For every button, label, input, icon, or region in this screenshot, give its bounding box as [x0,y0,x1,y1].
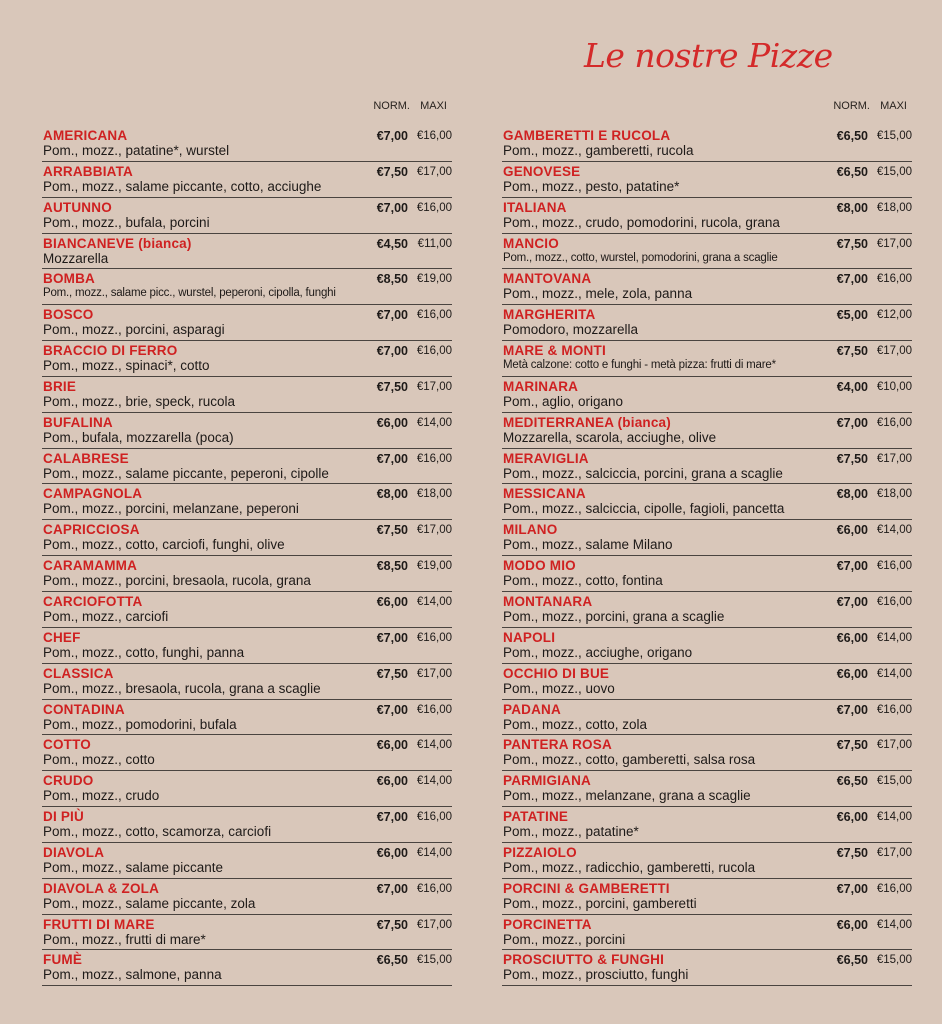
price-maxi: €14,00 [876,631,912,644]
price-norm: €7,00 [376,344,408,359]
pizza-description: Pom., mozz., gamberetti, rucola [503,143,694,158]
price-norm: €7,00 [376,451,408,466]
pizza-name: PROSCIUTTO & FUNGHI [503,952,665,968]
price-maxi: €15,00 [876,130,912,142]
pizza-name: PANTERA ROSA [503,737,612,753]
pizza-description: Pom., mozz., brie, speck, rucola [43,393,236,409]
menu-item [502,162,912,198]
menu-item [42,198,452,234]
price-maxi: €19,00 [416,560,452,573]
pizza-name: CAPRICCIOSA [43,522,140,538]
price-norm: €7,50 [376,917,408,932]
price-maxi: €15,00 [876,954,912,967]
price-norm: €7,50 [836,344,868,359]
pizza-name: BUFALINA [43,414,113,430]
price-maxi: €10,00 [876,380,912,393]
price-maxi: €15,00 [876,165,912,178]
pizza-name: FUMÈ [43,952,83,968]
price-maxi: €16,00 [416,631,452,644]
pizza-name: NAPOLI [503,629,556,645]
price-maxi: €14,00 [416,739,452,752]
price-norm: €4,00 [836,379,868,394]
pizza-description: Pom., mozz., salmone, panna [43,967,222,983]
menu-item [502,771,912,807]
price-maxi: €14,00 [416,595,452,608]
pizza-name: CRUDO [43,773,94,789]
pizza-name: DIAVOLA [43,844,105,860]
price-norm: €7,50 [376,666,408,681]
pizza-description: Pom., mozz., crudo, pomodorini, rucola, grana [503,214,780,230]
pizza-name: FRUTTI DI MARE [43,916,155,932]
pizza-description: Pom., mozz., bufala, porcini [43,214,210,230]
price-maxi: €12,00 [876,309,912,322]
price-maxi: €14,00 [416,846,452,859]
price-norm: €7,50 [376,379,408,394]
menu-column-right [502,96,912,986]
price-maxi: €16,00 [876,595,912,608]
price-header [42,96,452,126]
menu-item [42,700,452,736]
price-maxi: €14,00 [876,811,912,824]
menu-item [502,413,912,449]
menu-item [502,484,912,520]
price-maxi: €14,00 [416,416,452,429]
menu-item [42,234,452,270]
pizza-description: Pom., mozz., salciccia, cipolle, fagioli, pancetta [503,501,785,517]
price-maxi: €14,00 [876,918,912,931]
pizza-description: Pom., mozz., salame piccante, zola [43,895,256,911]
pizza-description: Pom., mozz., cotto [43,752,155,768]
menu-item [42,126,452,162]
menu-item [42,341,452,377]
price-maxi: €14,00 [876,524,912,537]
price-maxi: €17,00 [876,846,912,859]
menu-item [42,879,452,915]
header-maxi: MAXI [420,100,447,112]
pizza-description: Pom., mozz., cotto, funghi, panna [43,644,245,660]
pizza-name: MONTANARA [503,593,593,609]
price-norm: €6,00 [836,810,868,825]
menu-item [502,305,912,341]
header-norm: NORM. [373,100,410,112]
menu-item [502,915,912,951]
pizza-name: BRIE [43,378,77,394]
price-norm: €7,00 [836,559,868,574]
price-norm: €7,00 [376,129,408,143]
menu-item [42,162,452,198]
price-norm: €6,00 [376,845,408,860]
pizza-description: Pom., mozz., salame piccante, peperoni, cipolle [43,465,329,481]
menu-item [42,950,452,986]
pizza-description: Pom., mozz., pomodorini, bufala [43,716,237,732]
menu-item [502,341,912,377]
pizza-description: Pom., mozz., melanzane, grana a scaglie [503,788,751,804]
price-norm: €6,50 [836,164,868,179]
price-norm: €7,50 [836,451,868,466]
pizza-description: Pom., mozz., cotto, carciofi, funghi, olive [43,537,285,553]
menu-item [502,198,912,234]
pizza-description: Pom., mozz., salame piccante, cotto, acciughe [43,178,322,194]
menu-item [502,700,912,736]
pizza-name: CARCIOFOTTA [43,593,143,609]
price-norm: €8,00 [376,487,408,502]
pizza-description: Pom., mozz., cotto, scamorza, carciofi [43,824,272,840]
pizza-name: MARINARA [503,378,579,394]
pizza-name: MEDITERRANEA (bianca) [503,414,671,430]
price-maxi: €18,00 [876,201,912,214]
pizza-description: Pom., mozz., mele, zola, panna [503,286,693,302]
menu-item [502,556,912,592]
price-norm: €7,50 [836,845,868,860]
price-maxi: €17,00 [416,524,452,537]
pizza-name: PORCINETTA [503,916,592,932]
pizza-name: MARGHERITA [503,307,596,323]
menu-item [502,843,912,879]
pizza-name: AMERICANA [43,128,128,143]
menu-item [502,449,912,485]
pizza-name: MARE & MONTI [503,343,606,359]
price-norm: €7,00 [376,810,408,825]
pizza-description: Pom., mozz., salame Milano [503,537,673,553]
pizza-list-right [502,126,912,986]
price-norm: €4,50 [376,236,408,251]
price-maxi: €17,00 [416,667,452,680]
menu-item [42,520,452,556]
price-norm: €6,00 [376,738,408,753]
price-maxi: €18,00 [876,488,912,501]
price-norm: €7,00 [836,594,868,609]
price-maxi: €16,00 [876,882,912,895]
price-maxi: €17,00 [876,739,912,752]
pizza-description: Metà calzone: cotto e funghi - metà pizza: frutti di mare* [503,359,776,372]
pizza-description: Pom., mozz., porcini, gamberetti [503,895,697,911]
pizza-description: Pom., mozz., bresaola, rucola, grana a scaglie [43,680,321,696]
pizza-description: Pom., mozz., cotto, wurstel, pomodorini, grana a scaglie [503,251,778,264]
pizza-name: CARAMAMMA [43,558,138,574]
pizza-name: MANTOVANA [503,271,592,287]
menu-item [42,735,452,771]
menu-item [42,269,452,305]
price-norm: €6,50 [836,129,868,143]
price-maxi: €14,00 [416,775,452,788]
pizza-description: Pom., mozz., porcini, asparagi [43,322,225,338]
price-maxi: €16,00 [416,130,452,142]
menu-item [502,879,912,915]
pizza-description: Pom., mozz., prosciutto, funghi [503,967,689,983]
price-norm: €6,50 [836,774,868,789]
price-maxi: €11,00 [417,237,452,250]
price-norm: €6,00 [836,666,868,681]
menu-item [42,915,452,951]
price-norm: €6,50 [836,953,868,968]
price-norm: €7,50 [836,236,868,251]
menu-item [502,807,912,843]
price-norm: €7,00 [376,881,408,896]
menu-item [42,484,452,520]
pizza-name: BRACCIO DI FERRO [43,343,178,359]
pizza-description: Pom., mozz., cotto, gamberetti, salsa rosa [503,752,756,768]
menu-item [42,592,452,628]
price-maxi: €16,00 [416,452,452,465]
price-maxi: €17,00 [876,237,912,250]
menu-item [42,305,452,341]
price-maxi: €16,00 [876,416,912,429]
pizza-name: PORCINI & GAMBERETTI [503,880,670,896]
price-norm: €6,50 [376,953,408,968]
pizza-description: Pom., mozz., salame picc., wurstel, peperoni, cipolla, funghi [43,287,336,300]
pizza-description: Pom., mozz., patatine*, wurstel [43,143,230,158]
pizza-name: CHEF [43,629,81,645]
price-norm: €7,00 [836,702,868,717]
pizza-name: PATATINE [503,809,569,825]
menu-item [502,664,912,700]
price-norm: €7,00 [836,272,868,287]
pizza-description: Pom., mozz., patatine* [503,824,639,840]
menu-item [502,592,912,628]
menu-item [42,807,452,843]
price-maxi: €15,00 [876,775,912,788]
price-maxi: €17,00 [416,918,452,931]
price-maxi: €18,00 [416,488,452,501]
pizza-description: Pom., mozz., salame piccante [43,859,224,875]
pizza-name: BOSCO [43,307,94,323]
price-maxi: €16,00 [876,560,912,573]
menu-item [42,449,452,485]
pizza-description: Pom., mozz., spinaci*, cotto [43,358,210,374]
pizza-name: PARMIGIANA [503,773,591,789]
pizza-description: Pom., mozz., cotto, zola [503,716,648,732]
pizza-name: CAMPAGNOLA [43,486,143,502]
pizza-description: Pom., mozz., pesto, patatine* [503,178,680,194]
menu-item [502,950,912,986]
pizza-description: Pom., mozz., crudo [43,788,160,804]
price-norm: €8,50 [376,272,408,287]
price-norm: €7,00 [376,702,408,717]
pizza-name: MERAVIGLIA [503,450,589,466]
pizza-description: Pom., bufala, mozzarella (poca) [43,429,234,445]
price-norm: €7,00 [376,308,408,323]
header-maxi: MAXI [880,100,907,112]
price-norm: €6,00 [836,630,868,645]
pizza-name: CALABRESE [43,450,129,466]
pizza-description: Pom., mozz., porcini, grana a scaglie [503,608,725,624]
pizza-name: PADANA [503,701,561,717]
menu-item [502,377,912,413]
pizza-description: Pom., mozz., radicchio, gamberetti, rucola [503,859,756,875]
price-norm: €6,00 [376,774,408,789]
price-norm: €8,50 [376,559,408,574]
pizza-description: Mozzarella [43,250,109,266]
pizza-description: Pom., mozz., porcini [503,931,626,947]
price-maxi: €16,00 [416,703,452,716]
pizza-name: CONTADINA [43,701,125,717]
pizza-name: GENOVESE [503,163,581,179]
pizza-description: Pom., mozz., acciughe, origano [503,644,693,660]
pizza-name: PIZZAIOLO [503,844,577,860]
pizza-name: DI PIÙ [43,809,84,825]
price-norm: €7,00 [376,630,408,645]
pizza-description: Pom., mozz., uovo [503,680,615,696]
pizza-name: AUTUNNO [43,199,112,215]
price-maxi: €17,00 [416,165,452,178]
menu-item [502,628,912,664]
price-maxi: €16,00 [876,703,912,716]
header-norm: NORM. [833,100,870,112]
page-title: Le nostre Pizze [584,36,833,75]
price-norm: €5,00 [836,308,868,323]
pizza-name: BOMBA [43,271,95,287]
pizza-description: Pom., mozz., salciccia, porcini, grana a scaglie [503,465,783,481]
menu-item [502,269,912,305]
price-maxi: €16,00 [416,811,452,824]
pizza-name: MILANO [503,522,558,538]
price-maxi: €16,00 [416,309,452,322]
menu-column-left [42,96,452,986]
price-maxi: €17,00 [876,345,912,358]
pizza-name: CLASSICA [43,665,114,681]
price-norm: €7,00 [836,415,868,430]
pizza-name: MODO MIO [503,558,576,574]
pizza-description: Pomodoro, mozzarella [503,322,639,338]
price-maxi: €16,00 [876,273,912,286]
price-maxi: €16,00 [416,345,452,358]
pizza-list-left [42,126,452,986]
pizza-description: Pom., mozz., carciofi [43,608,169,624]
menu-item [502,234,912,270]
pizza-name: COTTO [43,737,91,753]
pizza-description: Pom., mozz., porcini, bresaola, rucola, grana [43,573,311,589]
pizza-name: ITALIANA [503,199,567,215]
menu-item [42,771,452,807]
pizza-name: MANCIO [503,235,559,251]
pizza-name: BIANCANEVE (bianca) [43,235,192,251]
pizza-description: Mozzarella, scarola, acciughe, olive [503,429,717,445]
price-norm: €6,00 [376,415,408,430]
price-norm: €7,50 [376,164,408,179]
menu-item [502,735,912,771]
price-norm: €6,00 [376,594,408,609]
price-norm: €8,00 [836,200,868,215]
price-maxi: €19,00 [416,273,452,286]
menu-item [42,664,452,700]
menu-item [502,520,912,556]
menu-item [42,843,452,879]
pizza-name: GAMBERETTI E RUCOLA [503,128,671,143]
price-maxi: €16,00 [416,882,452,895]
pizza-name: DIAVOLA & ZOLA [43,880,160,896]
price-norm: €7,00 [836,881,868,896]
price-maxi: €17,00 [876,452,912,465]
price-norm: €7,00 [376,200,408,215]
menu-item [42,377,452,413]
price-maxi: €17,00 [416,380,452,393]
price-norm: €7,50 [376,523,408,538]
price-norm: €7,50 [836,738,868,753]
price-maxi: €15,00 [416,954,452,967]
menu-item [502,126,912,162]
menu-item [42,628,452,664]
pizza-description: Pom., mozz., cotto, fontina [503,573,663,589]
pizza-description: Pom., mozz., porcini, melanzane, peperoni [43,501,299,517]
price-norm: €8,00 [836,487,868,502]
pizza-name: MESSICANA [503,486,586,502]
price-norm: €6,00 [836,523,868,538]
price-norm: €6,00 [836,917,868,932]
menu-item [42,556,452,592]
price-maxi: €14,00 [876,667,912,680]
pizza-name: OCCHIO DI BUE [503,665,610,681]
pizza-description: Pom., mozz., frutti di mare* [43,931,206,947]
menu-item [42,413,452,449]
price-maxi: €16,00 [416,201,452,214]
pizza-name: ARRABBIATA [43,163,133,179]
price-header [502,96,912,126]
pizza-description: Pom., aglio, origano [503,393,624,409]
